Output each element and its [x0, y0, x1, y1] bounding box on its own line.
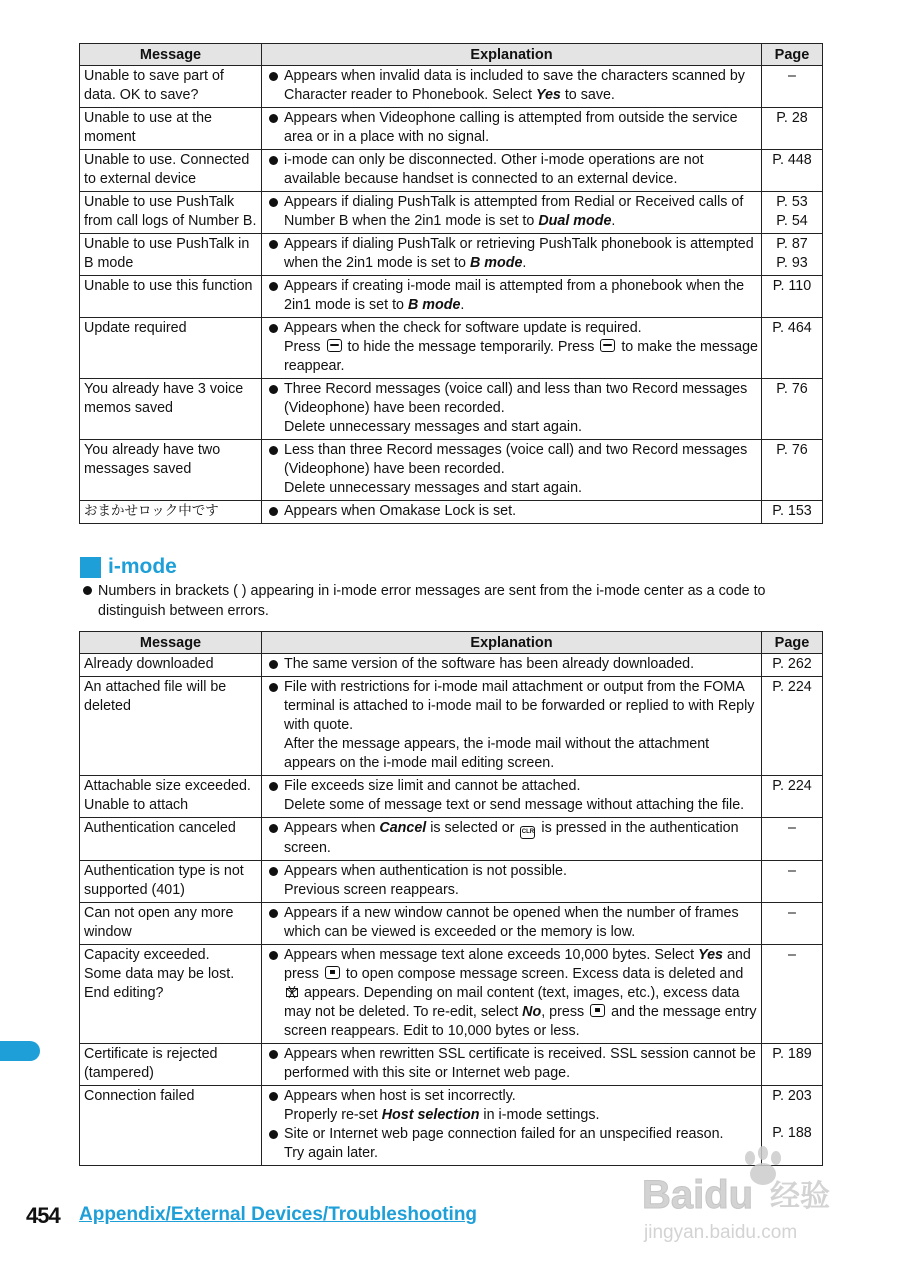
table-row [80, 379, 823, 440]
table-header-row [80, 632, 823, 654]
message-cell: Authentication canceled [80, 818, 262, 861]
message-cell: Unable to use at the moment [80, 108, 262, 150]
chapter-tab-marker [0, 1041, 40, 1061]
table-row [80, 440, 823, 501]
explanation-cell: File with restrictions for i-mode mail attachment or output from the FOMA terminal is attached to i-mode mail to be forwarded or replied to with Reply with quote. After the message appears, the i-mode mail without the attachment appears on the i-mode mail editing screen. [262, 677, 762, 776]
explanation-cell: Appears when Videophone calling is attempted from outside the service area or in a place with no signal. [262, 108, 762, 150]
explanation-cell: Appears when Cancel is selected or CLR is pressed in the authentication screen. [262, 818, 762, 861]
explanation-cell: Less than three Record messages (voice call) and two Record messages (Videophone) have been recorded. Delete unnecessary messages and start again. [262, 440, 762, 501]
page-cell[interactable]: P. 53 P. 54 [762, 192, 823, 234]
message-cell: You already have two messages saved [80, 440, 262, 501]
explanation-cell: Appears if creating i-mode mail is attempted from a phonebook when the 2in1 mode is set to B mode. [262, 276, 762, 318]
table-row [80, 501, 823, 524]
page-cell[interactable]: P. 262 [762, 654, 823, 677]
page-cell[interactable]: P. 76 [762, 379, 823, 440]
explanation-cell: Appears if dialing PushTalk is attempted from Redial or Received calls of Number B when the 2in1 mode is set to Dual mode. [262, 192, 762, 234]
table-row [80, 318, 823, 379]
message-cell: Unable to save part of data. OK to save? [80, 66, 262, 108]
phone-key-icon [327, 339, 342, 352]
table-row [80, 276, 823, 318]
table-row [80, 776, 823, 818]
header-explanation: Explanation [262, 44, 762, 66]
explanation-cell: Appears when host is set incorrectly. Properly re-set Host selection in i-mode settings. Site or Internet web page connection failed for an unspecified reason. Try again later. [262, 1086, 762, 1166]
table-row [80, 150, 823, 192]
table-row [80, 192, 823, 234]
explanation-cell: Appears if a new window cannot be opened when the number of frames which can be viewed is exceeded or the memory is low. [262, 903, 762, 945]
page-cell[interactable]: P. 224 [762, 677, 823, 776]
page-cell[interactable]: P. 448 [762, 150, 823, 192]
message-cell: Already downloaded [80, 654, 262, 677]
table-row [80, 818, 823, 861]
explanation-cell: Appears when the check for software update is required. Press to hide the message temporarily. Press to make the message reappear. [262, 318, 762, 379]
table-row [80, 66, 823, 108]
page-cell[interactable]: P. 224 [762, 776, 823, 818]
table-row [80, 945, 823, 1044]
center-key-icon [590, 1004, 605, 1017]
watermark-cn: 经验 [770, 1179, 830, 1214]
page-cell[interactable]: P. 153 [762, 501, 823, 524]
header-message: Message [80, 44, 262, 66]
message-cell: Can not open any more window [80, 903, 262, 945]
table-row [80, 1044, 823, 1086]
page-cell[interactable]: P. 28 [762, 108, 823, 150]
explanation-cell: Three Record messages (voice call) and less than two Record messages (Videophone) have been recorded. Delete unnecessary messages and start again. [262, 379, 762, 440]
explanation-cell: Appears when invalid data is included to save the characters scanned by Character reader to Phonebook. Select Yes to save. [262, 66, 762, 108]
mail-excess-icon [286, 985, 298, 997]
message-cell: Unable to use this function [80, 276, 262, 318]
page-cell[interactable]: P. 189 [762, 1044, 823, 1086]
table-row [80, 108, 823, 150]
section-marker-icon [80, 557, 101, 578]
table-header-row [80, 44, 823, 66]
page-cell: – [762, 903, 823, 945]
message-cell: Attachable size exceeded. Unable to attach [80, 776, 262, 818]
page-cell[interactable]: P. 110 [762, 276, 823, 318]
page-cell[interactable]: P. 76 [762, 440, 823, 501]
explanation-cell: i-mode can only be disconnected. Other i-mode operations are not available because handset is connected to an external device. [262, 150, 762, 192]
section-title: i-mode [108, 555, 177, 578]
explanation-cell: Appears when rewritten SSL certificate is received. SSL session cannot be performed with this site or Internet web page. [262, 1044, 762, 1086]
message-cell: Unable to use PushTalk in B mode [80, 234, 262, 276]
watermark-brand: Baidu [642, 1173, 754, 1217]
center-key-icon [325, 966, 340, 979]
message-cell: Capacity exceeded. Some data may be lost. End editing? [80, 945, 262, 1044]
message-cell: Authentication type is not supported (401) [80, 861, 262, 903]
message-cell: Unable to use. Connected to external device [80, 150, 262, 192]
error-table-1 [79, 43, 823, 524]
message-cell: You already have 3 voice memos saved [80, 379, 262, 440]
page-cell: – [762, 66, 823, 108]
explanation-cell: File exceeds size limit and cannot be attached. Delete some of message text or send message without attaching the file. [262, 776, 762, 818]
page-cell: – [762, 861, 823, 903]
clr-key-icon: CLR [520, 826, 535, 839]
page-cell: – [762, 818, 823, 861]
page-cell: – [762, 945, 823, 1044]
section-note: Numbers in brackets ( ) appearing in i-mode error messages are sent from the i-mode center as a code to distinguish between errors. [80, 581, 820, 621]
message-cell: Connection failed [80, 1086, 262, 1166]
baidu-watermark-logo [642, 1146, 857, 1246]
page-cell[interactable]: P. 87 P. 93 [762, 234, 823, 276]
explanation-cell: Appears if dialing PushTalk or retrieving PushTalk phonebook is attempted when the 2in1 mode is set to B mode. [262, 234, 762, 276]
message-cell: Update required [80, 318, 262, 379]
header-message: Message [80, 632, 262, 654]
message-cell: An attached file will be deleted [80, 677, 262, 776]
error-table-2 [79, 631, 823, 1166]
table-row [80, 861, 823, 903]
message-cell: Certificate is rejected (tampered) [80, 1044, 262, 1086]
message-cell: おまかせロック中です [80, 501, 262, 524]
table-row [80, 234, 823, 276]
phone-key-icon [600, 339, 615, 352]
explanation-cell: Appears when Omakase Lock is set. [262, 501, 762, 524]
table-row [80, 654, 823, 677]
page-cell[interactable]: P. 464 [762, 318, 823, 379]
explanation-cell: Appears when authentication is not possible. Previous screen reappears. [262, 861, 762, 903]
header-page: Page [762, 632, 823, 654]
table-row [80, 677, 823, 776]
section-heading [80, 554, 177, 580]
table-row [80, 903, 823, 945]
header-explanation: Explanation [262, 632, 762, 654]
watermark-url: jingyan.baidu.com [644, 1222, 798, 1243]
explanation-cell: The same version of the software has been already downloaded. [262, 654, 762, 677]
header-page: Page [762, 44, 823, 66]
message-cell: Unable to use PushTalk from call logs of Number B. [80, 192, 262, 234]
page-cell[interactable]: P. 203 P. 188 [762, 1086, 823, 1166]
explanation-cell: Appears when message text alone exceeds 10,000 bytes. Select Yes and press to open compose message screen. Excess data is deleted and appears. Depending on mail content (text, images, etc.), excess data may not be deleted. To re-edit, select No, press and the message entry screen reappears. Edit to 10,000 bytes or less. [262, 945, 762, 1044]
page-number: 454 [26, 1203, 60, 1228]
chapter-link[interactable]: Appendix/External Devices/Troubleshooting [79, 1204, 478, 1225]
